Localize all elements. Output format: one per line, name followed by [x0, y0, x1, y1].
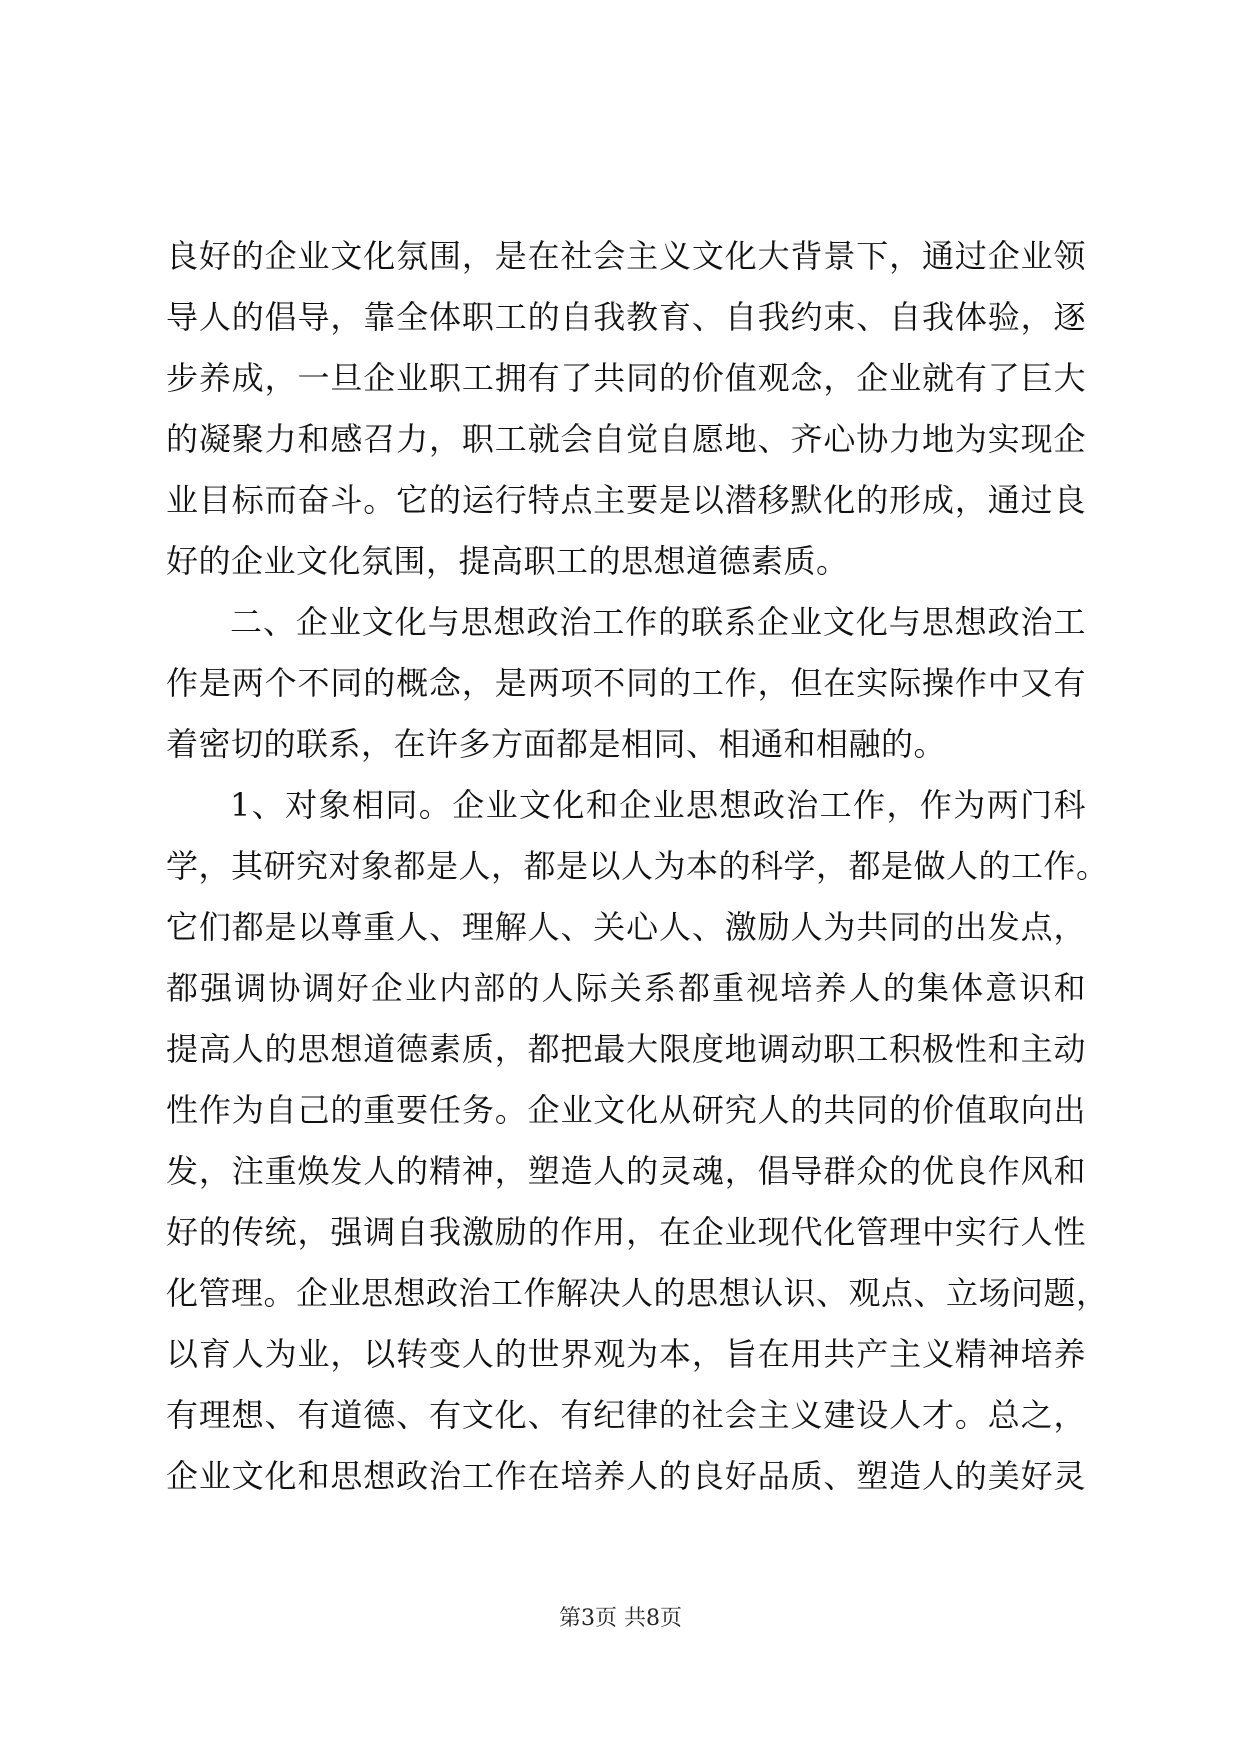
paragraph-line: 化管理。企业思想政治工作解决人的思想认识、观点、立场问题， — [166, 1274, 1109, 1312]
document-body — [166, 226, 1109, 1507]
paragraph-line: 好的传统，强调自我激励的作用，在企业现代化管理中实行人性 — [166, 1213, 1086, 1251]
paragraph-line: 提高人的思想道德素质，都把最大限度地调动职工积极性和主动 — [166, 1030, 1086, 1068]
paragraph-line: 发，注重焕发人的精神，塑造人的灵魂，倡导群众的优良作风和 — [166, 1152, 1086, 1190]
paragraph-line: 性作为自己的重要任务。企业文化从研究人的共同的价值取向出 — [166, 1091, 1086, 1129]
paragraph-line: 的凝聚力和感召力，职工就会自觉自愿地、齐心协力地为实现企 — [166, 420, 1086, 458]
paragraph-line: 二、企业文化与思想政治工作的联系企业文化与思想政治工 — [230, 603, 1086, 641]
page-footer — [0, 1604, 1241, 1634]
paragraph-line: 好的企业文化氛围，提高职工的思想道德素质。 — [166, 542, 849, 580]
paragraph-line: 它们都是以尊重人、理解人、关心人、激励人为共同的出发点， — [166, 908, 1086, 946]
page-number: 第3页 共8页 — [559, 1606, 682, 1631]
paragraph-line: 都强调协调好企业内部的人际关系都重视培养人的集体意识和 — [166, 969, 1086, 1007]
paragraph-line: 1、对象相同。企业文化和企业思想政治工作，作为两门科 — [230, 786, 1086, 824]
paragraph-line: 导人的倡导，靠全体职工的自我教育、自我约束、自我体验，逐 — [166, 298, 1086, 336]
paragraph-line: 步养成，一旦企业职工拥有了共同的价值观念，企业就有了巨大 — [166, 359, 1086, 397]
paragraph-line: 学，其研究对象都是人，都是以人为本的科学，都是做人的工作。 — [166, 847, 1109, 885]
paragraph-line: 有理想、有道德、有文化、有纪律的社会主义建设人才。总之， — [166, 1396, 1086, 1434]
paragraph-line: 业目标而奋斗。它的运行特点主要是以潜移默化的形成，通过良 — [166, 481, 1086, 519]
paragraph-line: 以育人为业，以转变人的世界观为本，旨在用共产主义精神培养 — [166, 1335, 1086, 1373]
paragraph-line: 良好的企业文化氛围，是在社会主义文化大背景下，通过企业领 — [166, 237, 1086, 275]
paragraph-line: 着密切的联系，在许多方面都是相同、相通和相融的。 — [166, 725, 947, 763]
paragraph-line: 企业文化和思想政治工作在培养人的良好品质、塑造人的美好灵 — [166, 1457, 1086, 1495]
paragraph-line: 作是两个不同的概念，是两项不同的工作，但在实际操作中又有 — [166, 664, 1086, 702]
